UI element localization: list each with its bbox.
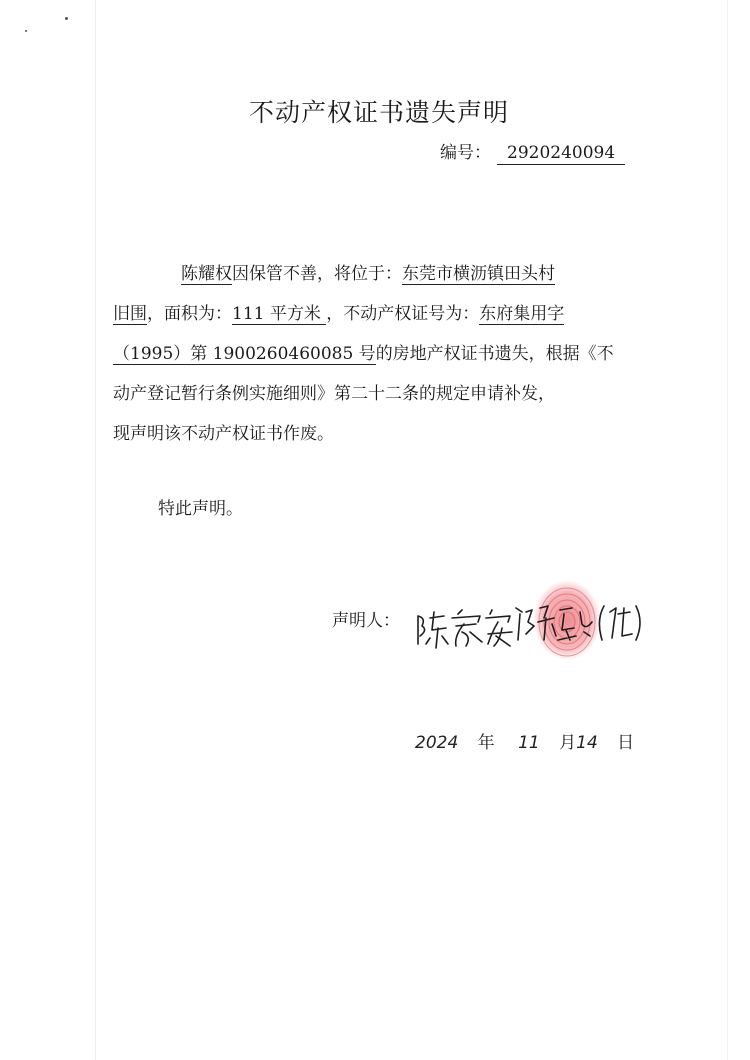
serial-value: 2920240094 bbox=[497, 142, 625, 165]
paragraph-text: 动产登记暂行条例实施细则》第二十二条的规定申请补发， bbox=[113, 384, 555, 404]
paragraph-text: 因保管不善，将位于： bbox=[232, 264, 402, 284]
property-location-cont: 旧围 bbox=[113, 304, 147, 324]
date-day: 14 bbox=[576, 733, 598, 753]
owner-name: 陈耀权 bbox=[181, 264, 232, 284]
property-area: 111 平方米 bbox=[232, 304, 327, 324]
scan-speck bbox=[65, 17, 68, 20]
paragraph-text: ，面积为： bbox=[147, 304, 232, 324]
serial-number bbox=[440, 138, 625, 165]
document-title: 不动产权证书遗失声明 bbox=[248, 98, 509, 127]
paragraph-line bbox=[113, 374, 643, 414]
serial-label: 编号： bbox=[440, 143, 491, 163]
property-location: 东莞市横沥镇田头村 bbox=[402, 264, 555, 284]
paragraph-line bbox=[113, 414, 643, 454]
paragraph-line bbox=[113, 294, 643, 334]
certificate-number-cont: （1995）第 1900260460085 号 bbox=[113, 344, 376, 364]
paragraph-line bbox=[113, 254, 643, 294]
date-month-unit: 月 bbox=[559, 733, 577, 753]
declaration-date bbox=[415, 728, 634, 753]
date-day-unit: 日 bbox=[617, 733, 635, 753]
date-year: 2024 bbox=[415, 733, 459, 753]
date-month: 11 bbox=[518, 733, 540, 753]
certificate-number: 东府集用字 bbox=[479, 304, 565, 324]
declaration-paragraph bbox=[113, 254, 643, 454]
closing-statement: 特此声明。 bbox=[158, 499, 243, 519]
signature-with-fingerprint bbox=[404, 578, 644, 668]
paragraph-text: 的房地产权证书遗失，根据《不 bbox=[375, 344, 614, 364]
signer-label: 声明人： bbox=[332, 611, 400, 631]
date-year-unit: 年 bbox=[477, 733, 495, 753]
paragraph-text: ，不动产权证号为： bbox=[326, 304, 480, 324]
paragraph-text: 现声明该不动产权证书作废。 bbox=[113, 424, 334, 444]
paragraph-line bbox=[113, 334, 643, 374]
scan-speck bbox=[25, 30, 27, 32]
handwritten-signature bbox=[418, 606, 640, 648]
